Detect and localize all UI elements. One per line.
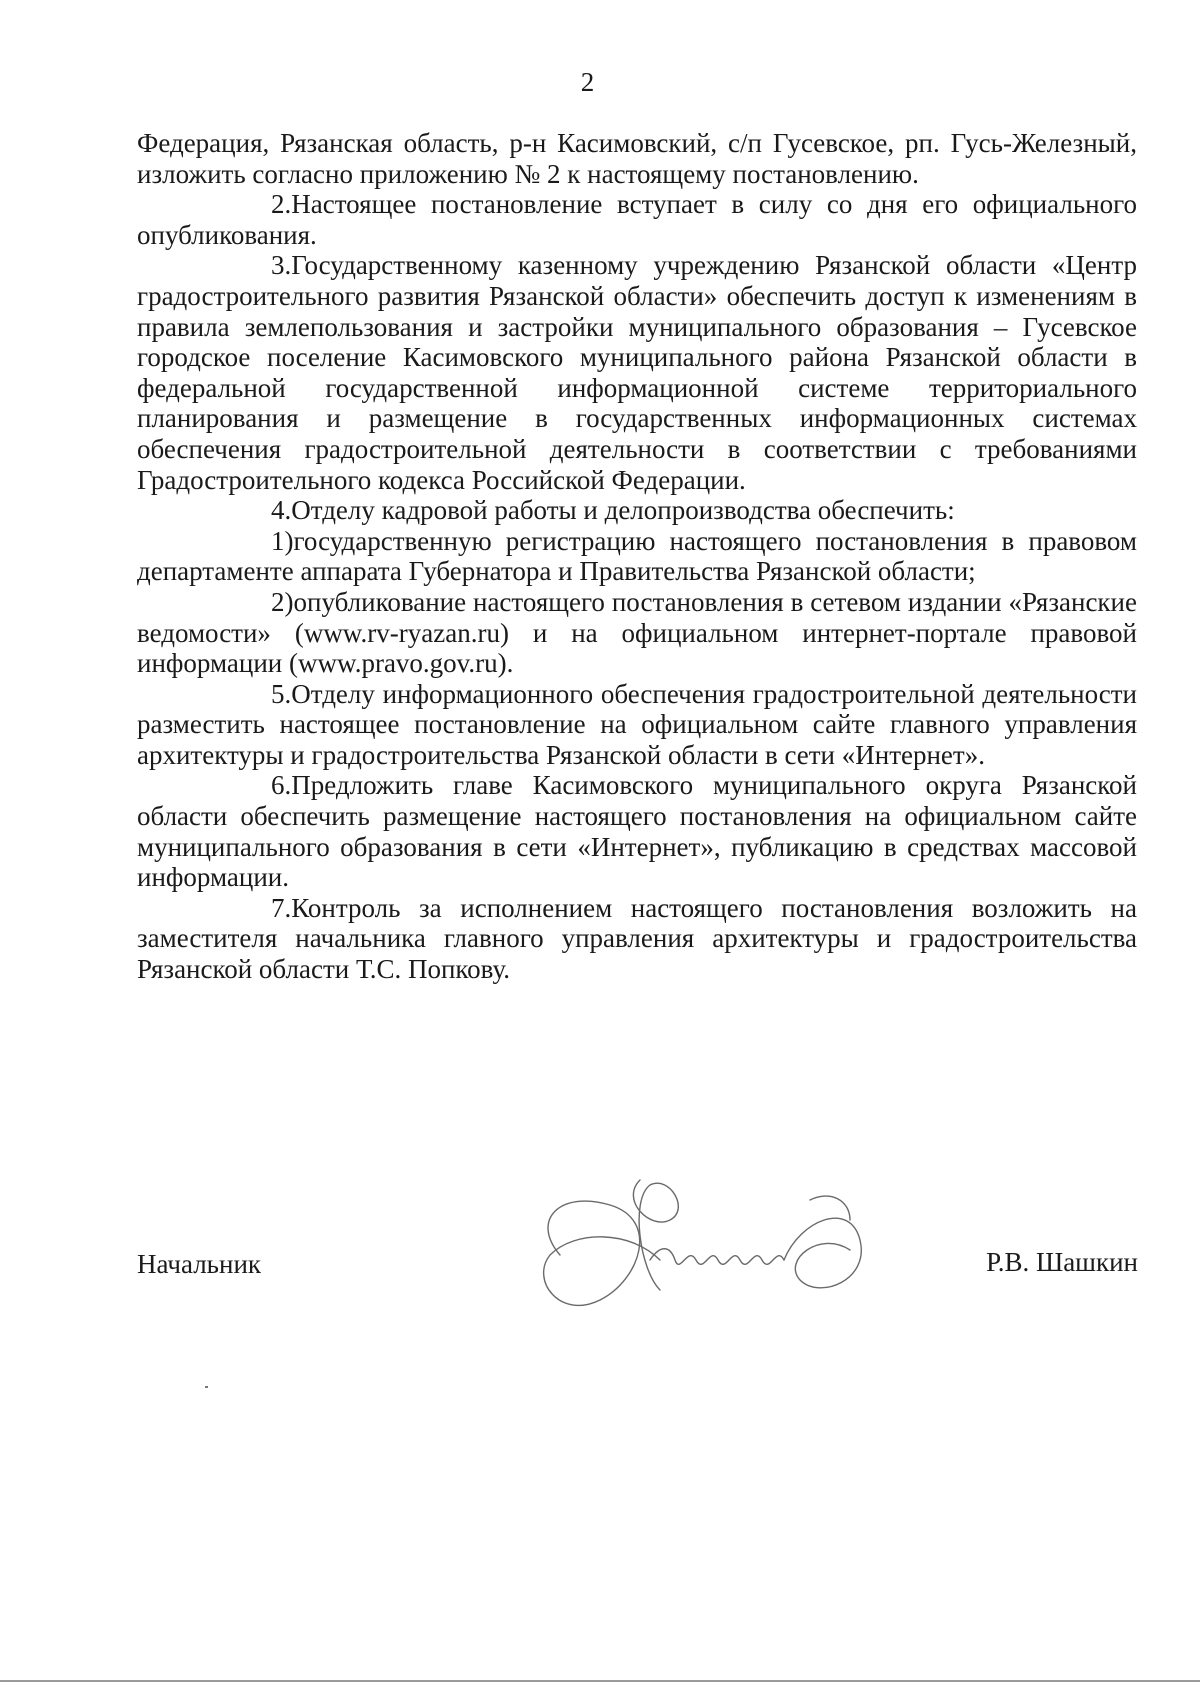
paragraph-text: Настоящее постановление вступает в силу со дня его официального опубликования. xyxy=(137,189,1137,250)
paragraph-number: 3. xyxy=(271,250,292,281)
paragraph-2 xyxy=(137,189,1137,250)
paragraph-text: Предложить главе Касимовского муниципального округа Рязанской области обеспечить размещение настоящего постановления на официальном сайте муниципального образования в сети «Интернет», публикацию в средствах массовой информации. xyxy=(137,770,1137,893)
paragraph-4 xyxy=(137,495,1137,526)
paragraph-text: Государственному казенному учреждению Рязанской области «Центр градостроительного развития Рязанской области» обеспечить доступ к изменениям в правила землепользования и застройки муниципального образования – Гусевское городское поселение Касимовского муниципального района Рязанской области в федеральной государственной информационной системе территориального планирования и размещение в государственных информационных системах обеспечения градостроительной деятельности в соответствии с требованиями Градостроительного кодекса Российской Федерации. xyxy=(137,250,1137,495)
signatory-name: Р.В. Шашкин xyxy=(986,1247,1138,1277)
paragraph-number: 6. xyxy=(271,770,292,801)
document-body xyxy=(137,128,1137,985)
paragraph-text: Контроль за исполнением настоящего постановления возложить на заместителя начальника главного управления архитектуры и градостроительства Рязанской области Т.С. Попкову. xyxy=(137,892,1137,985)
paragraph-text: Отделу кадровой работы и делопроизводства обеспечить: xyxy=(291,495,955,526)
paragraph-5 xyxy=(137,679,1137,771)
page-edge-line xyxy=(0,1680,1200,1682)
paragraph-number: 7. xyxy=(271,892,292,923)
page-number: 2 xyxy=(580,67,595,97)
paragraph-text: государственную регистрацию настоящего постановления в правовом департаменте аппарата Губернатора и Правительства Рязанской области; xyxy=(137,525,1137,587)
paragraph-number: 5. xyxy=(271,678,292,709)
signatory-position: Начальник xyxy=(137,1249,262,1279)
subparagraph-4-1 xyxy=(137,526,1137,587)
paragraph-number: 1) xyxy=(271,525,294,556)
handwritten-signature xyxy=(520,1160,920,1330)
scan-speck xyxy=(205,1386,208,1388)
paragraph-3 xyxy=(137,250,1137,495)
paragraph-7 xyxy=(137,893,1137,985)
subparagraph-4-2 xyxy=(137,587,1137,679)
paragraph-number: 4. xyxy=(271,495,292,526)
paragraph-number: 2. xyxy=(271,189,292,220)
paragraph-text: Отделу информационного обеспечения градостроительной деятельности разместить настоящее постановление на официальном сайте главного управления архитектуры и градостроительства Рязанской области в сети «Интернет». xyxy=(137,678,1137,770)
paragraph-number: 2) xyxy=(271,586,294,617)
paragraph-6 xyxy=(137,770,1137,892)
paragraph-text: опубликование настоящего постановления в сетевом издании «Рязанские ведомости» (www.rv-ryazan.ru) и на официальном интернет-портале правовой информации (www.pravo.gov.ru). xyxy=(137,586,1137,679)
paragraph-text: Федерация, Рязанская область, р-н Касимовский, с/п Гусевское, рп. Гусь-Железный, изложить согласно приложению № 2 к настоящему постановлению. xyxy=(137,128,1137,189)
paragraph-1-continuation xyxy=(137,128,1137,189)
